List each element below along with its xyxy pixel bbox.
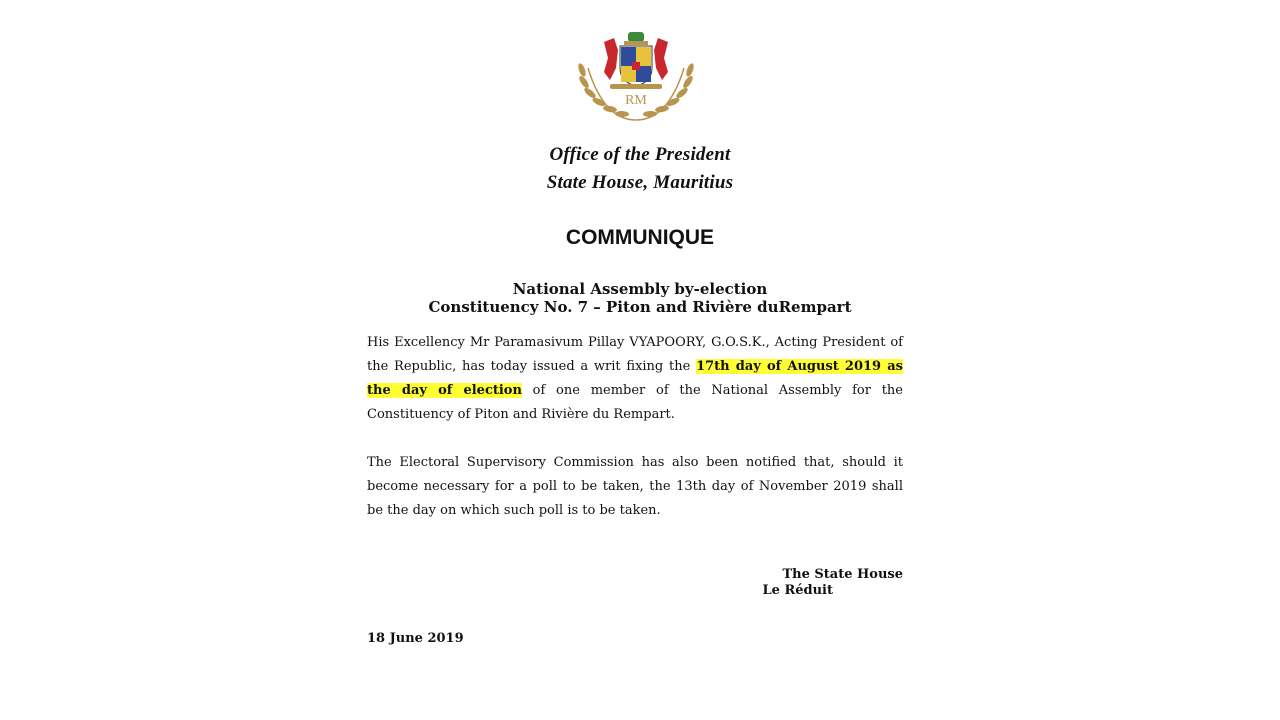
office-title: Office of the President [549,144,731,165]
crest-monogram: RM [625,93,647,108]
paragraph-1-text-end: of one member of the National Assembly for the Constituency of Piton and Rivière du Rempart. [367,383,903,422]
office-location: State House, Mauritius [546,172,734,193]
body-paragraph-2: The Electoral Supervisory Commission has also been notified that, should it become necessary for a poll to be taken, the 13th day of November 2019 shall be the day on which such poll is to be taken. [367,455,903,518]
document-date: 18 June 2019 [367,631,464,646]
document-title: COMMUNIQUE [565,226,715,249]
coat-of-arms-icon [574,28,698,124]
body-paragraph-1 [367,331,903,427]
subtitle-line-2: Constituency No. 7 – Piton and Rivière duRempart [428,298,852,316]
signature-line-2: Le Réduit [762,583,833,598]
election-date-highlight: 17th day of August 2019 as the day of election [367,359,903,398]
paragraph-1-text-start: His Excellency Mr Paramasivum Pillay VYAPOORY, G.O.S.K., Acting President of the Republic, has today issued a writ fixing the [367,335,903,374]
signature-line-1: The State House [782,567,903,582]
subtitle-line-1: National Assembly by-election [512,280,768,298]
